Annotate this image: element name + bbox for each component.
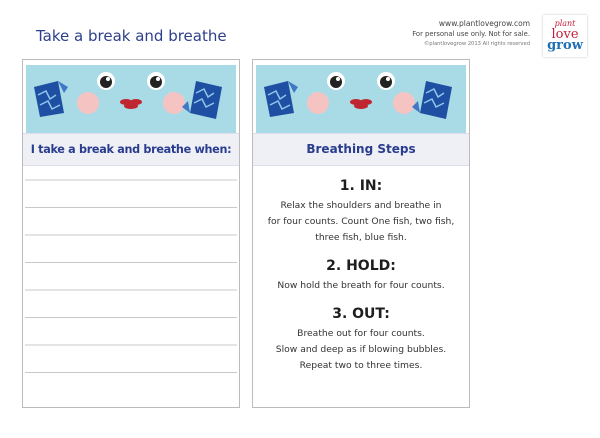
step-line: Slow and deep as if blowing bubbles. <box>275 344 447 355</box>
left-cheek <box>307 92 329 114</box>
copyright-note: ©plantlovegrow 2013 All rights reserved <box>424 41 530 47</box>
right-cheek <box>163 92 185 114</box>
credits <box>412 19 530 49</box>
breathing-steps-card <box>252 59 470 408</box>
right-eye-icon <box>147 72 165 90</box>
left-eye-icon <box>327 72 345 90</box>
page-title: Take a break and breathe <box>36 27 227 45</box>
logo-word-love: love <box>551 27 579 42</box>
left-eye-icon <box>97 72 115 90</box>
step-line: Relax the shoulders and breathe in <box>280 200 442 211</box>
break-triggers-heading: I take a break and breathe when: <box>23 133 239 166</box>
logo-word-grow: grow <box>547 38 583 53</box>
fish-face-illustration <box>26 65 236 133</box>
step-title: 1. IN: <box>339 178 383 194</box>
usage-note: For personal use only. Not for sale. <box>412 30 530 38</box>
left-cheek <box>77 92 99 114</box>
step-hold <box>253 258 469 294</box>
site-url: www.plantlovegrow.com <box>438 19 530 28</box>
step-line: Now hold the breath for four counts. <box>277 280 445 291</box>
step-line: Repeat two to three times. <box>299 360 423 371</box>
break-triggers-card <box>22 59 240 408</box>
step-title: 2. HOLD: <box>326 258 396 274</box>
writing-lines <box>23 178 239 398</box>
steps-list <box>253 178 469 386</box>
breathing-steps-heading: Breathing Steps <box>253 133 469 166</box>
fish-face-illustration <box>256 65 466 133</box>
step-line: Breathe out for four counts. <box>297 328 425 339</box>
logo-word-plant: plant <box>554 19 576 28</box>
step-out <box>253 306 469 374</box>
brand-logo <box>543 15 587 57</box>
right-cheek <box>393 92 415 114</box>
step-line: three fish, blue fish. <box>315 232 407 243</box>
step-line: for four counts. Count One fish, two fish, <box>267 216 455 227</box>
step-in <box>253 178 469 246</box>
step-title: 3. OUT: <box>332 306 390 322</box>
right-eye-icon <box>377 72 395 90</box>
